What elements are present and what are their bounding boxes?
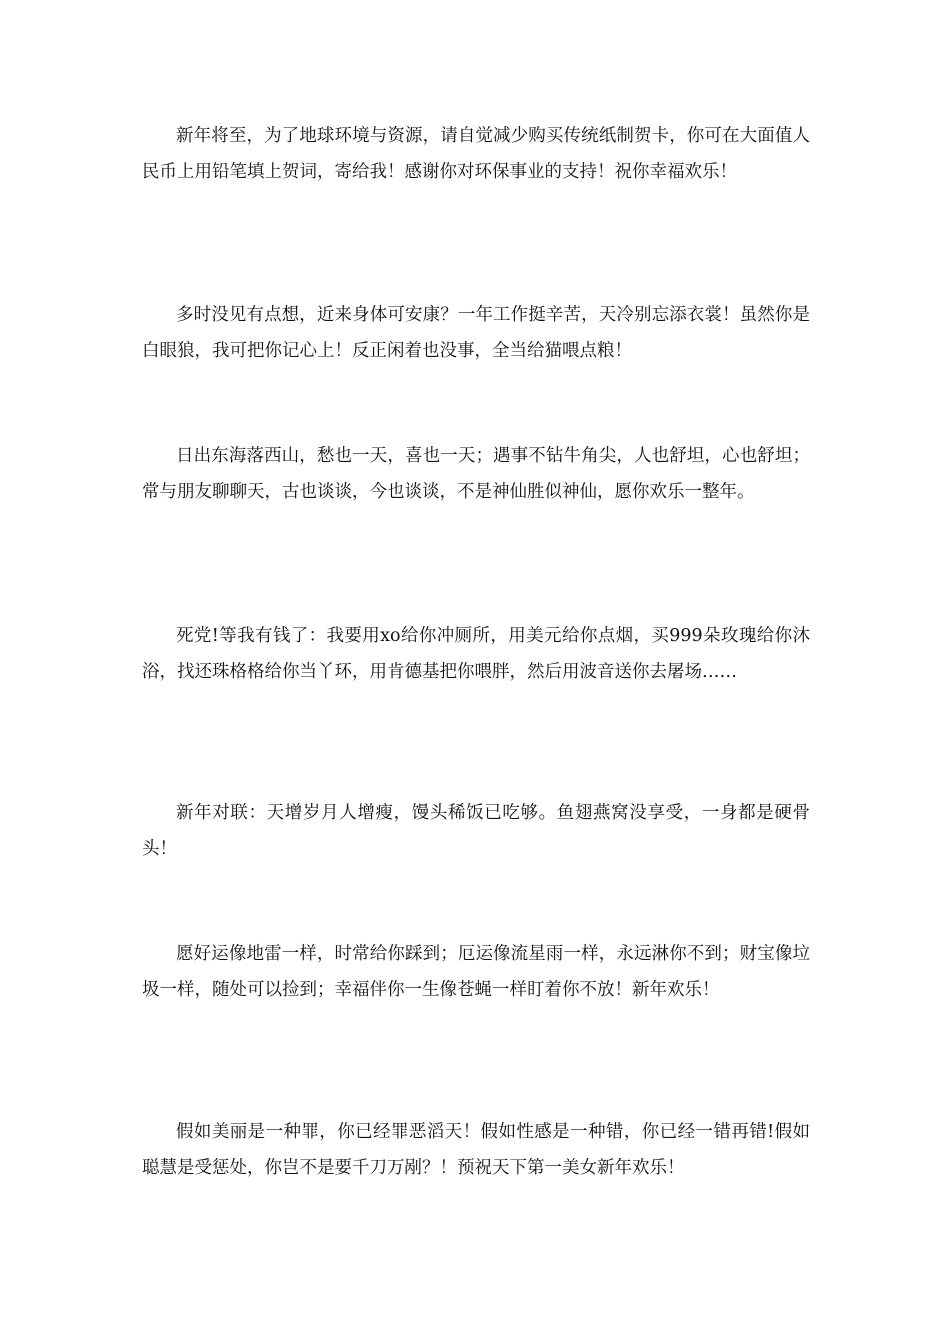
paragraph-1: 新年将至，为了地球环境与资源，请自觉减少购买传统纸制贺卡，你可在大面值人民币上用铅笔填上贺词，寄给我！感谢你对环保事业的支持！祝你幸福欢乐！ xyxy=(142,126,810,182)
paragraph-5: 新年对联：天增岁月人增瘦，馒头稀饭已吃够。鱼翅燕窝没享受，一身都是硬骨头！ xyxy=(142,803,810,859)
paragraph-6: 愿好运像地雷一样，时常给你踩到；厄运像流星雨一样，永远淋你不到；财宝像垃圾一样，随处可以捡到；幸福伴你一生像苍蝇一样盯着你不放！新年欢乐！ xyxy=(142,944,810,1000)
paragraph-2: 多时没见有点想，近来身体可安康？一年工作挺辛苦，天冷别忘添衣裳！虽然你是白眼狼，我可把你记心上！反正闲着也没事，全当给猫喂点粮！ xyxy=(142,305,810,361)
paragraph-3: 日出东海落西山，愁也一天，喜也一天；遇事不钻牛角尖，人也舒坦，心也舒坦；常与朋友聊聊天，古也谈谈，今也谈谈，不是神仙胜似神仙，愿你欢乐一整年。 xyxy=(142,446,810,502)
paragraph-4: 死党!等我有钱了：我要用xo给你冲厕所，用美元给你点烟，买999朵玫瑰给你沐浴，找还珠格格给你当丫环，用肯德基把你喂胖，然后用波音送你去屠场…… xyxy=(142,626,810,682)
paragraph-7: 假如美丽是一种罪，你已经罪恶滔天！假如性感是一种错，你已经一错再错!假如聪慧是受惩处，你岂不是要千刀万剐？！预祝天下第一美女新年欢乐！ xyxy=(142,1122,810,1178)
